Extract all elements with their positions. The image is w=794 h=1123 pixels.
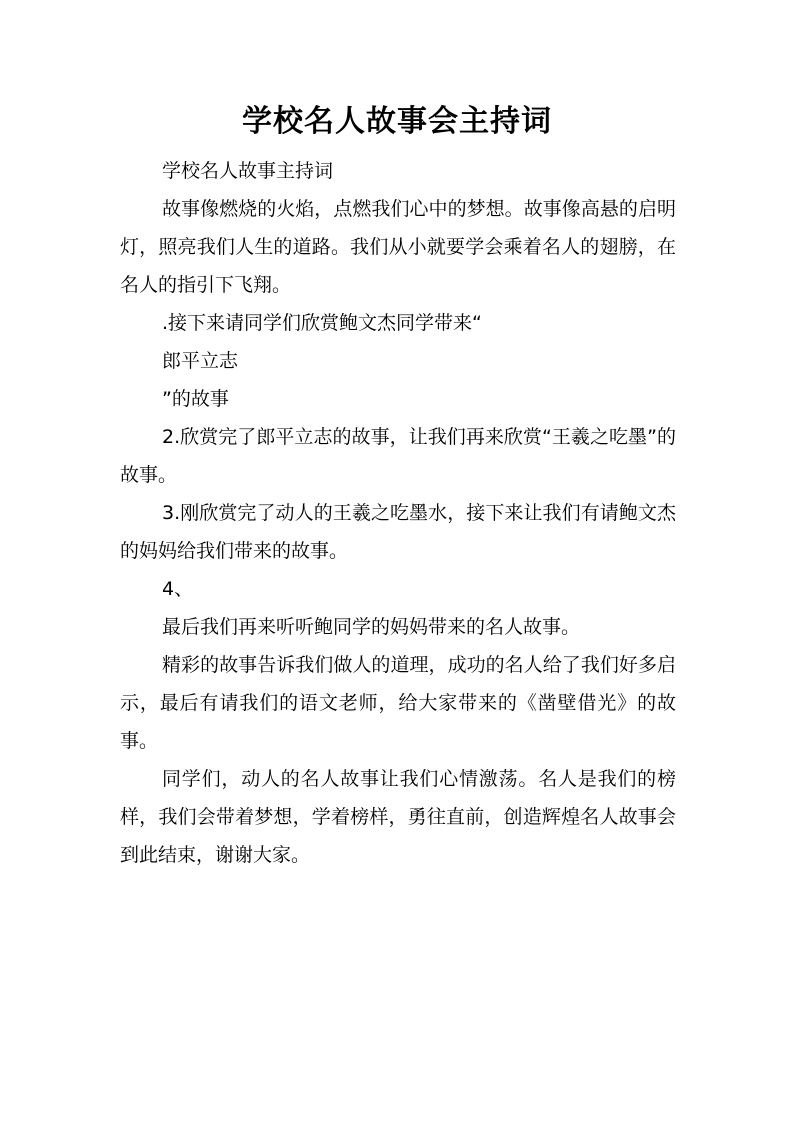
paragraph: 4、 [162, 578, 194, 600]
paragraph: 最后我们再来听听鲍同学的妈妈带来的名人故事。 [162, 616, 581, 638]
paragraph: 2.欣赏完了郎平立志的故事，让我们再来欣赏“王羲之吃墨”的故事。 [120, 426, 676, 486]
paragraph: 3.刚欣赏完了动人的王羲之吃墨水，接下来让我们有请鲍文杰的妈妈给我们带来的故事。 [120, 502, 676, 562]
paragraph: 学校名人故事主持词 [162, 160, 334, 182]
paragraph: .接下来请同学们欣赏鲍文杰同学带来“ [162, 312, 482, 334]
paragraph: 精彩的故事告诉我们做人的道理，成功的名人给了我们好多启示，最后有请我们的语文老师，给大家带来的《凿壁借光》的故事。 [120, 654, 676, 752]
paragraph: 故事像燃烧的火焰，点燃我们心中的梦想。故事像高悬的启明灯，照亮我们人生的道路。我们从小就要学会乘着名人的翅膀，在名人的指引下飞翔。 [120, 198, 676, 296]
paragraph: 同学们，动人的名人故事让我们心情激荡。名人是我们的榜样，我们会带着梦想，学着榜样，勇往直前，创造辉煌名人故事会到此结束，谢谢大家。 [120, 768, 676, 866]
document-body [120, 152, 676, 874]
paragraph: ”的故事 [162, 388, 229, 410]
document-title: 学校名人故事会主持词 [242, 104, 552, 139]
paragraph: 郎平立志 [162, 350, 239, 372]
